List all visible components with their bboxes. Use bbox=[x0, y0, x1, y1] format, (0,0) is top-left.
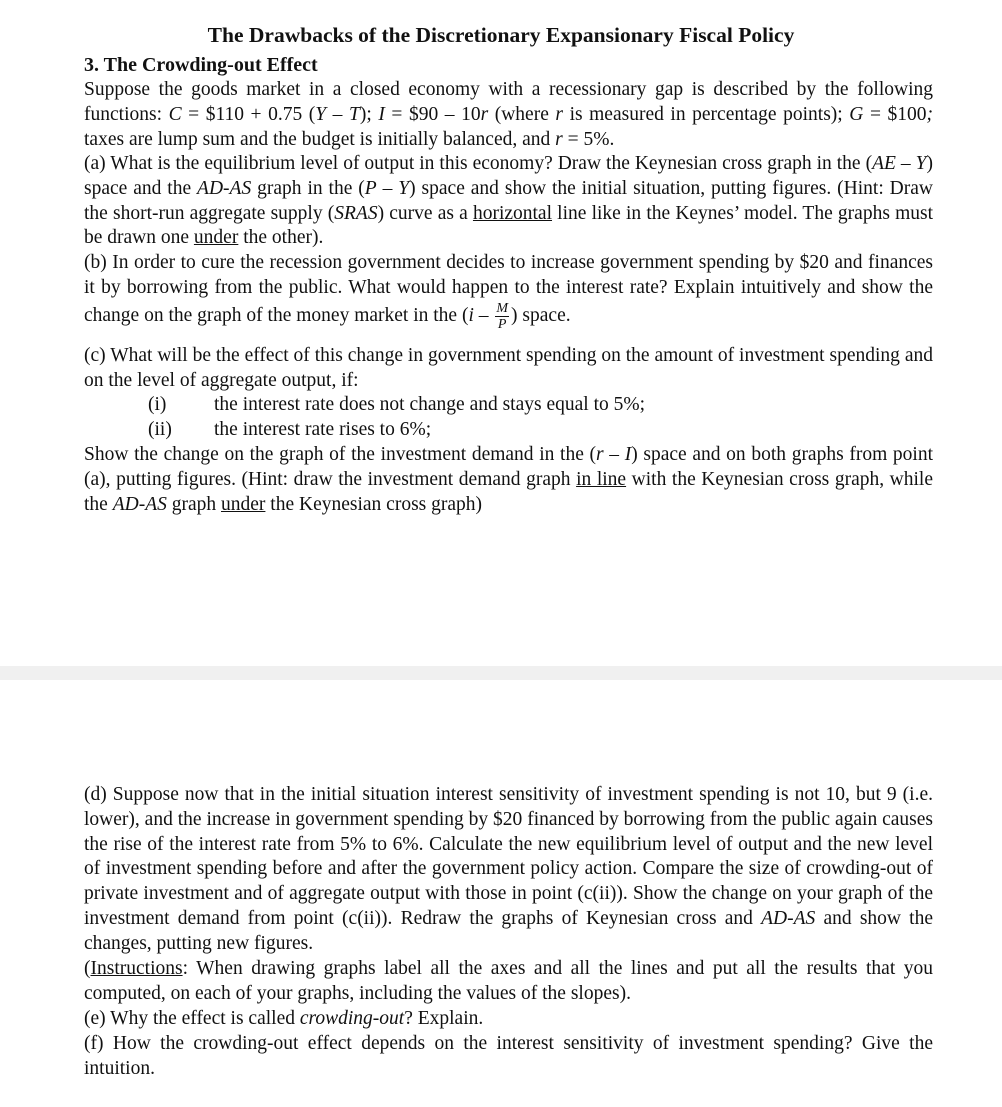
intro-paragraph: Suppose the goods market in a closed economy with a recessionary gap is described by the following functions: C = $110 + 0.75 (Y – T); I = $90 – 10r (where r is measured in percentage points); G = $100; taxes are lump sum and the budget is initially balanced, and r = 5%. bbox=[84, 79, 934, 150]
question-c-instructions: Show the change on the graph of the investment demand in the (r – I) space and on both graphs from point (a), putting figures. (Hint: draw the investment demand graph in line with the Keynesian cross graph, while the AD-AS graph under the Keynesian cross graph) bbox=[84, 444, 934, 515]
question-d: (d) Suppose now that in the initial situation interest sensitivity of investment spending is not 10, but 9 (i.e. lower), and the increase in government spending by $20 financed by borrowing from the public again causes the rise of the interest rate from 5% to 6%. Calculate the new equilibrium level of output and the new level of investment spending before and after the government policy action. Compare the size of crowding-out of private investment and of aggregate output with those in point (c(ii)). Show the change on your graph of the investment demand from point (c(ii)). Redraw the graphs of Keynesian cross and AD-AS and show the changes, putting new figures. bbox=[84, 784, 933, 954]
money-over-price-fraction: $\frac{M}{P}$ bbox=[496, 300, 509, 332]
question-a: (a) What is the equilibrium level of output in this economy? Draw the Keynesian cross graph in the (AE – Y) space and the AD-AS graph in the (P – Y) space and show the initial situation, putting figures. (Hint: Draw the short-run aggregate supply (SRAS) curve as a horizontal line like in the Keynes’ model. The graphs must be drawn one under the other). bbox=[84, 153, 934, 249]
question-c: (c) What will be the effect of this change in government spending on the amount of investment spending and on the level of aggregate output, if: bbox=[84, 345, 933, 391]
page-separator bbox=[0, 666, 1002, 680]
section-heading: 3. The Crowding-out Effect bbox=[84, 54, 318, 76]
question-b: (b) In order to cure the recession government decides to increase government spending by $20 and finances it by borrowing from the public. What would happen to the interest rate? Explain intuitively and show the change on the graph of the money market in the (i – $\frac{M}{P}$ ) space. bbox=[84, 252, 933, 332]
question-f: (f) How the crowding-out effect depends on the interest sensitivity of investment spending? Give the intuition. bbox=[84, 1033, 933, 1079]
document-title: The Drawbacks of the Discretionary Expansionary Fiscal Policy bbox=[207, 23, 795, 47]
page-2 bbox=[0, 680, 1002, 1107]
question-c-item-i: (i) the interest rate does not change and stays equal to 5%; bbox=[148, 394, 646, 415]
question-c-item-ii: (ii) the interest rate rises to 6%; bbox=[148, 419, 432, 440]
question-e: (e) Why the effect is called crowding-out? Explain. bbox=[84, 1008, 484, 1029]
graph-instructions: (Instructions: When drawing graphs label all the axes and all the lines and put all the results that you computed, on each of your graphs, including the values of the slopes). bbox=[84, 958, 933, 1004]
